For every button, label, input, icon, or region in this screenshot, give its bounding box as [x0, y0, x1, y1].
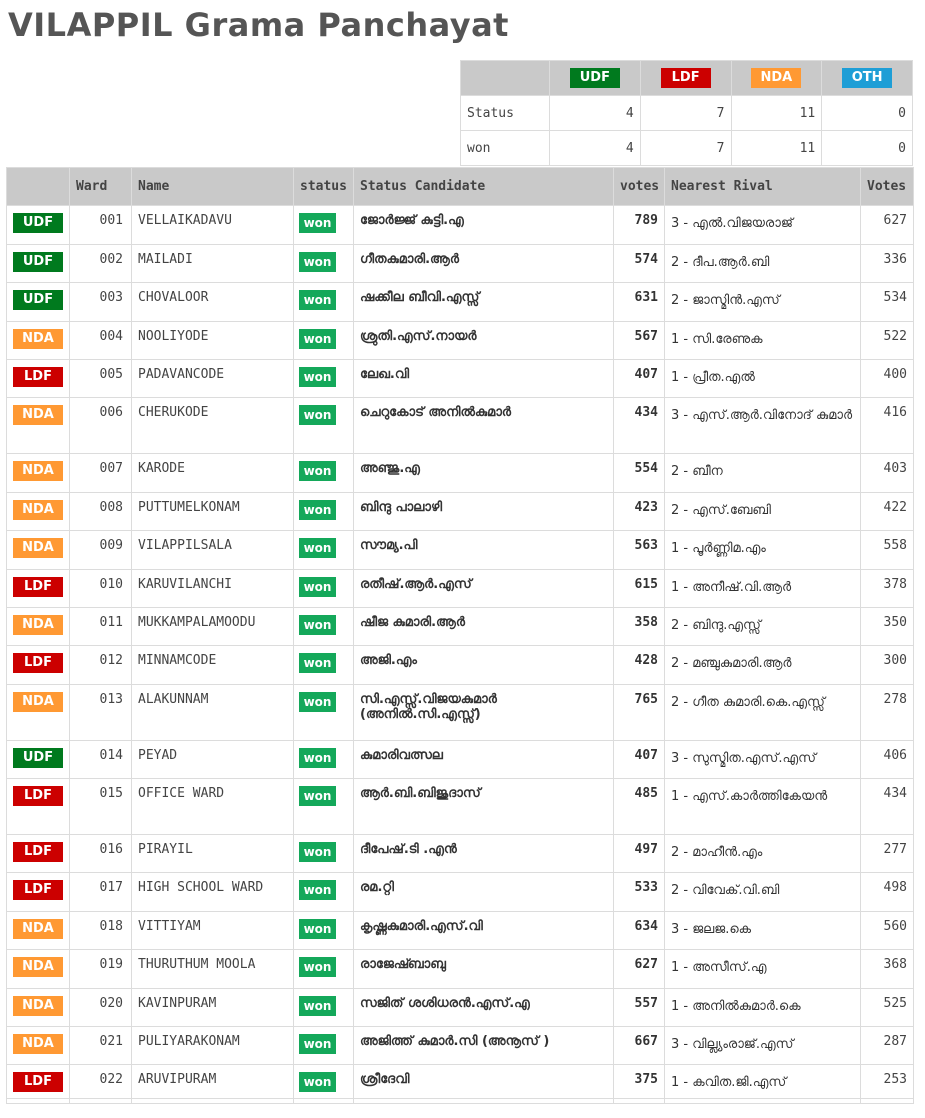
won-badge: won	[299, 786, 336, 806]
table-row	[7, 569, 914, 607]
won-badge: won	[299, 653, 336, 673]
summary-header-row	[461, 61, 913, 96]
party-cell	[7, 950, 70, 988]
ward-number: 014	[70, 740, 132, 778]
summary-header-ldf	[640, 61, 731, 96]
candidate-votes: 533	[614, 873, 665, 911]
ward-number: 015	[70, 779, 132, 835]
candidate-votes: 428	[614, 646, 665, 684]
candidate-votes: 375	[614, 1065, 665, 1103]
ward-name: NOOLIYODE	[132, 321, 294, 359]
ward-name: KARUVILANCHI	[132, 569, 294, 607]
summary-table	[460, 60, 913, 166]
ward-number: 013	[70, 684, 132, 740]
table-row	[7, 398, 914, 454]
ward-name: THURUTHUM MOOLA	[132, 950, 294, 988]
nearest-rival: 2 - മാഹീൻ.എം	[665, 835, 861, 873]
candidate-name: ബിന്ദു പാലാഴി	[354, 492, 614, 530]
won-badge: won	[299, 405, 336, 425]
status-cell	[294, 1027, 354, 1065]
col-header-name: Name	[132, 168, 294, 206]
rival-votes: 378	[861, 569, 914, 607]
ward-number: 010	[70, 569, 132, 607]
summary-row-won	[461, 131, 913, 166]
rival-votes: 406	[861, 740, 914, 778]
ward-name: ARUVIPURAM	[132, 1065, 294, 1103]
nearest-rival: 2 - ജാസ്മിൻ.എസ്	[665, 283, 861, 321]
party-cell	[7, 911, 70, 949]
candidate-name: ഷീജ കുമാരി.ആർ	[354, 607, 614, 645]
table-row	[7, 911, 914, 949]
ward-number: 011	[70, 607, 132, 645]
nearest-rival: 2 - ദീപ.ആർ.ബി	[665, 244, 861, 282]
won-badge: won	[299, 290, 336, 310]
ward-number: 004	[70, 321, 132, 359]
party-badge: LDF	[13, 367, 63, 387]
candidate-name: അഞ്ജു.എ	[354, 454, 614, 492]
ward-results-table	[6, 167, 914, 1104]
party-badge: NDA	[751, 68, 801, 88]
party-cell	[7, 531, 70, 569]
candidate-name: കൃഷ്ണകുമാരി.എസ്.വി	[354, 911, 614, 949]
rival-votes: 350	[861, 607, 914, 645]
table-bottom-border	[6, 1098, 913, 1099]
rival-votes: 522	[861, 321, 914, 359]
ward-name: PIRAYIL	[132, 835, 294, 873]
status-cell	[294, 359, 354, 397]
party-badge: UDF	[13, 290, 63, 310]
ward-number: 008	[70, 492, 132, 530]
table-header-row	[7, 168, 914, 206]
rival-votes: 498	[861, 873, 914, 911]
party-badge: LDF	[661, 68, 711, 88]
col-header-status: status	[294, 168, 354, 206]
won-badge: won	[299, 367, 336, 387]
nearest-rival: 1 - അനിൽകുമാർ.കെ	[665, 988, 861, 1026]
status-cell	[294, 740, 354, 778]
table-row	[7, 646, 914, 684]
candidate-name: ചെറുകോട് അനിൽകുമാർ	[354, 398, 614, 454]
party-cell	[7, 492, 70, 530]
table-row	[7, 206, 914, 244]
party-badge: UDF	[13, 748, 63, 768]
status-cell	[294, 779, 354, 835]
ward-number: 018	[70, 911, 132, 949]
nearest-rival: 3 - സുസ്മിത.എസ്.എസ്	[665, 740, 861, 778]
summary-header-oth	[822, 61, 913, 96]
table-row	[7, 244, 914, 282]
rival-votes: 403	[861, 454, 914, 492]
col-header-party	[7, 168, 70, 206]
nearest-rival: 3 - വില്ല്യംരാജ്.എസ്	[665, 1027, 861, 1065]
party-cell	[7, 569, 70, 607]
party-badge: NDA	[13, 957, 63, 977]
party-cell	[7, 835, 70, 873]
candidate-name: ശ്രുതി.എസ്.നായർ	[354, 321, 614, 359]
candidate-votes: 358	[614, 607, 665, 645]
summary-header-udf	[550, 61, 641, 96]
candidate-name: അജിത്ത് കുമാർ.സി (അനൂസ് )	[354, 1027, 614, 1065]
candidate-name: ഷക്കീല ബീവി.എസ്സ്	[354, 283, 614, 321]
nearest-rival: 1 - അസീസ്.എ	[665, 950, 861, 988]
won-badge: won	[299, 957, 336, 977]
party-badge: LDF	[13, 577, 63, 597]
ward-number: 019	[70, 950, 132, 988]
table-row	[7, 492, 914, 530]
status-cell	[294, 206, 354, 244]
party-badge: NDA	[13, 919, 63, 939]
candidate-name: സി.എസ്സ്.വിജയകുമാർ (അനിൽ.സി.എസ്സ്)	[354, 684, 614, 740]
candidate-name: ഗീതകുമാരി.ആർ	[354, 244, 614, 282]
nearest-rival: 1 - കവിത.ജി.എസ്	[665, 1065, 861, 1103]
won-badge: won	[299, 692, 336, 712]
candidate-votes: 615	[614, 569, 665, 607]
ward-name: PUTTUMELKONAM	[132, 492, 294, 530]
party-badge: NDA	[13, 692, 63, 712]
party-cell	[7, 1027, 70, 1065]
summary-header-empty	[461, 61, 550, 96]
party-badge: NDA	[13, 615, 63, 635]
ward-number: 016	[70, 835, 132, 873]
ward-name: MUKKAMPALAMOODU	[132, 607, 294, 645]
ward-name: ALAKUNNAM	[132, 684, 294, 740]
candidate-votes: 497	[614, 835, 665, 873]
party-cell	[7, 607, 70, 645]
rival-votes: 300	[861, 646, 914, 684]
summary-row-label: Status	[461, 96, 550, 131]
won-badge: won	[299, 252, 336, 272]
status-cell	[294, 321, 354, 359]
status-cell	[294, 492, 354, 530]
candidate-name: ലേഖ.വി	[354, 359, 614, 397]
ward-number: 001	[70, 206, 132, 244]
ward-name: PEYAD	[132, 740, 294, 778]
party-cell	[7, 988, 70, 1026]
rival-votes: 416	[861, 398, 914, 454]
candidate-votes: 567	[614, 321, 665, 359]
summary-header-nda	[731, 61, 822, 96]
status-cell	[294, 835, 354, 873]
ward-number: 021	[70, 1027, 132, 1065]
party-cell	[7, 283, 70, 321]
won-badge: won	[299, 842, 336, 862]
table-row	[7, 779, 914, 835]
party-badge: UDF	[13, 213, 63, 233]
nearest-rival: 2 - എസ്.ബേബി	[665, 492, 861, 530]
ward-name: OFFICE WARD	[132, 779, 294, 835]
col-header-ward: Ward	[70, 168, 132, 206]
nearest-rival: 3 - എസ്.ആർ.വിനോദ് കുമാർ	[665, 398, 861, 454]
candidate-votes: 789	[614, 206, 665, 244]
candidate-name: കുമാരിവത്സല	[354, 740, 614, 778]
candidate-name: ജോർജ്ജ് കുട്ടി.എ	[354, 206, 614, 244]
status-cell	[294, 950, 354, 988]
party-badge: UDF	[13, 252, 63, 272]
rival-votes: 277	[861, 835, 914, 873]
candidate-votes: 563	[614, 531, 665, 569]
rival-votes: 278	[861, 684, 914, 740]
summary-value: 11	[731, 131, 822, 166]
ward-name: CHOVALOOR	[132, 283, 294, 321]
ward-number: 005	[70, 359, 132, 397]
status-cell	[294, 283, 354, 321]
table-row	[7, 531, 914, 569]
candidate-votes: 634	[614, 911, 665, 949]
ward-name: VELLAIKADAVU	[132, 206, 294, 244]
nearest-rival: 1 - പ്രീത.എൽ	[665, 359, 861, 397]
ward-name: MINNAMCODE	[132, 646, 294, 684]
party-badge: LDF	[13, 786, 63, 806]
ward-number: 003	[70, 283, 132, 321]
table-row	[7, 950, 914, 988]
status-cell	[294, 244, 354, 282]
ward-name: PULIYARAKONAM	[132, 1027, 294, 1065]
table-row	[7, 283, 914, 321]
party-badge: NDA	[13, 996, 63, 1016]
summary-value: 0	[822, 96, 913, 131]
candidate-votes: 557	[614, 988, 665, 1026]
party-badge: LDF	[13, 880, 63, 900]
ward-name: VITTIYAM	[132, 911, 294, 949]
rival-votes: 560	[861, 911, 914, 949]
nearest-rival: 1 - സി.രേണുക	[665, 321, 861, 359]
candidate-name: സൗമ്യ.പി	[354, 531, 614, 569]
party-badge: NDA	[13, 405, 63, 425]
party-badge: LDF	[13, 842, 63, 862]
candidate-votes: 554	[614, 454, 665, 492]
ward-number: 012	[70, 646, 132, 684]
won-badge: won	[299, 213, 336, 233]
ward-name: VILAPPILSALA	[132, 531, 294, 569]
candidate-votes: 423	[614, 492, 665, 530]
won-badge: won	[299, 996, 336, 1016]
candidate-name: രമ.റ്റി	[354, 873, 614, 911]
summary-value: 11	[731, 96, 822, 131]
nearest-rival: 2 - ബിന്ദു.എസ്സ്	[665, 607, 861, 645]
table-row	[7, 684, 914, 740]
won-badge: won	[299, 329, 336, 349]
page-title: VILAPPIL Grama Panchayat	[8, 6, 509, 44]
candidate-votes: 574	[614, 244, 665, 282]
ward-name: CHERUKODE	[132, 398, 294, 454]
nearest-rival: 3 - ജലജ.കെ	[665, 911, 861, 949]
rival-votes: 336	[861, 244, 914, 282]
ward-number: 017	[70, 873, 132, 911]
rival-votes: 253	[861, 1065, 914, 1103]
won-badge: won	[299, 880, 336, 900]
table-row	[7, 835, 914, 873]
rival-votes: 287	[861, 1027, 914, 1065]
candidate-name: രതീഷ്.ആർ.എസ്	[354, 569, 614, 607]
nearest-rival: 2 - ബീന	[665, 454, 861, 492]
col-header-rival: Nearest Rival	[665, 168, 861, 206]
table-row	[7, 1027, 914, 1065]
col-header-rival-votes: Votes	[861, 168, 914, 206]
party-badge: LDF	[13, 653, 63, 673]
rival-votes: 525	[861, 988, 914, 1026]
candidate-votes: 631	[614, 283, 665, 321]
nearest-rival: 1 - പൂർണ്ണിമ.എം	[665, 531, 861, 569]
won-badge: won	[299, 500, 336, 520]
rival-votes: 558	[861, 531, 914, 569]
party-cell	[7, 740, 70, 778]
table-row	[7, 454, 914, 492]
summary-value: 4	[550, 96, 641, 131]
ward-number: 006	[70, 398, 132, 454]
won-badge: won	[299, 461, 336, 481]
candidate-votes: 765	[614, 684, 665, 740]
status-cell	[294, 646, 354, 684]
party-badge: LDF	[13, 1072, 63, 1092]
won-badge: won	[299, 919, 336, 939]
party-cell	[7, 244, 70, 282]
won-badge: won	[299, 1034, 336, 1054]
candidate-name: രാജേഷ്ബാബു	[354, 950, 614, 988]
ward-name: HIGH SCHOOL WARD	[132, 873, 294, 911]
summary-row-status	[461, 96, 913, 131]
table-row	[7, 873, 914, 911]
party-cell	[7, 454, 70, 492]
ward-name: MAILADI	[132, 244, 294, 282]
candidate-votes: 485	[614, 779, 665, 835]
party-cell	[7, 206, 70, 244]
status-cell	[294, 569, 354, 607]
summary-row-label: won	[461, 131, 550, 166]
status-cell	[294, 607, 354, 645]
status-cell	[294, 398, 354, 454]
status-cell	[294, 684, 354, 740]
party-cell	[7, 359, 70, 397]
nearest-rival: 2 - വിവേക്.വി.ബി	[665, 873, 861, 911]
ward-name: KARODE	[132, 454, 294, 492]
rival-votes: 400	[861, 359, 914, 397]
table-row	[7, 607, 914, 645]
party-badge: OTH	[842, 68, 892, 88]
party-badge: NDA	[13, 500, 63, 520]
party-cell	[7, 873, 70, 911]
candidate-votes: 627	[614, 950, 665, 988]
won-badge: won	[299, 748, 336, 768]
party-badge: NDA	[13, 329, 63, 349]
col-header-candidate: Status Candidate	[354, 168, 614, 206]
ward-number: 020	[70, 988, 132, 1026]
party-badge: NDA	[13, 538, 63, 558]
party-badge: UDF	[570, 68, 620, 88]
won-badge: won	[299, 615, 336, 635]
status-cell	[294, 911, 354, 949]
summary-value: 7	[640, 131, 731, 166]
col-header-votes: votes	[614, 168, 665, 206]
candidate-name: അജി.എം	[354, 646, 614, 684]
won-badge: won	[299, 577, 336, 597]
table-row	[7, 359, 914, 397]
party-cell	[7, 779, 70, 835]
party-cell	[7, 646, 70, 684]
rival-votes: 534	[861, 283, 914, 321]
table-row	[7, 988, 914, 1026]
nearest-rival: 3 - എൽ.വിജയരാജ്	[665, 206, 861, 244]
nearest-rival: 2 - ഗീത കുമാരി.കെ.എസ്സ്	[665, 684, 861, 740]
table-row	[7, 321, 914, 359]
table-row	[7, 740, 914, 778]
candidate-name: ദീപേഷ്.ടി .എൻ	[354, 835, 614, 873]
ward-number: 009	[70, 531, 132, 569]
rival-votes: 434	[861, 779, 914, 835]
ward-number: 022	[70, 1065, 132, 1103]
ward-name: PADAVANCODE	[132, 359, 294, 397]
status-cell	[294, 531, 354, 569]
rival-votes: 627	[861, 206, 914, 244]
candidate-name: ശ്രീദേവി	[354, 1065, 614, 1103]
party-cell	[7, 398, 70, 454]
candidate-votes: 667	[614, 1027, 665, 1065]
summary-value: 0	[822, 131, 913, 166]
rival-votes: 368	[861, 950, 914, 988]
party-cell	[7, 321, 70, 359]
summary-value: 7	[640, 96, 731, 131]
candidate-name: ആർ.ബി.ബിജുദാസ്	[354, 779, 614, 835]
candidate-votes: 407	[614, 359, 665, 397]
won-badge: won	[299, 538, 336, 558]
ward-name: KAVINPURAM	[132, 988, 294, 1026]
candidate-name: സജിത് ശശിധരൻ.എസ്.എ	[354, 988, 614, 1026]
nearest-rival: 1 - എസ്.കാർത്തികേയൻ	[665, 779, 861, 835]
candidate-votes: 434	[614, 398, 665, 454]
candidate-votes: 407	[614, 740, 665, 778]
status-cell	[294, 988, 354, 1026]
nearest-rival: 2 - മഞ്ചുകുമാരി.ആർ	[665, 646, 861, 684]
status-cell	[294, 454, 354, 492]
ward-number: 002	[70, 244, 132, 282]
party-badge: NDA	[13, 1034, 63, 1054]
status-cell	[294, 873, 354, 911]
summary-value: 4	[550, 131, 641, 166]
party-badge: NDA	[13, 461, 63, 481]
party-cell	[7, 684, 70, 740]
won-badge: won	[299, 1072, 336, 1092]
ward-number: 007	[70, 454, 132, 492]
nearest-rival: 1 - അനീഷ്.വി.ആർ	[665, 569, 861, 607]
rival-votes: 422	[861, 492, 914, 530]
